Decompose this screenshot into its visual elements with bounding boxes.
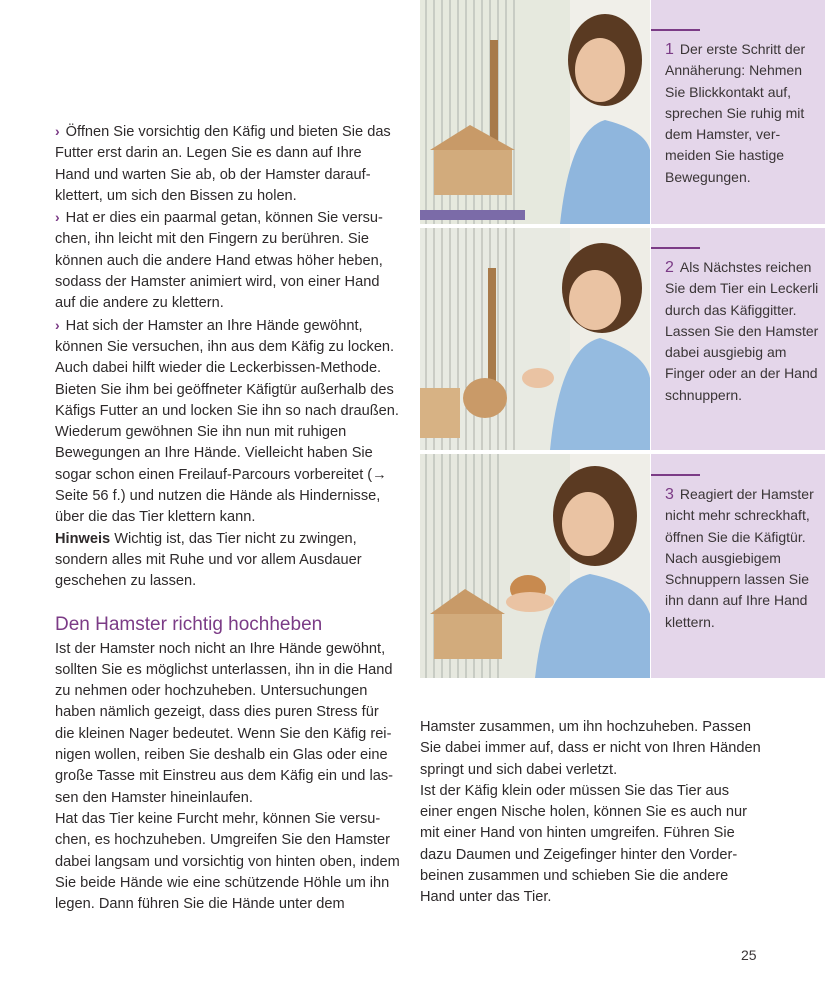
caption-box-2 — [651, 228, 825, 450]
caption-box-3 — [651, 454, 825, 678]
bullet-text: Hat sich der Hamster an Ihre Hände gewöhnt, können Sie versuchen, ihn aus dem Käfig zu locken. Auch dabei hilft wieder die Leckerbissen-Methode. Bieten Sie ihm bei geöffneter Käfigtür außerhalb des Käfigs Futter an und locken Sie ihn so nach draußen. Wiederum gewöhnen Sie ihn nun mit ruhigen Bewegungen an Ihre Hände. Vielleicht haben Sie sogar schon einen Freilauf-Parcours vorbereitet (→ Seite 56 f.) und nutzen die Hände als Hindernisse, über die das Tier klettern kann. — [55, 317, 399, 526]
caption-box-1 — [651, 0, 825, 224]
bullet-text: Öffnen Sie vorsichtig den Käfig und bieten Sie das Futter erst darin an. Legen Sie es dann auf Ihre Hand und warten Sie ab, ob der Hamster daraufklettert, um sich den Bissen zu holen. — [55, 124, 391, 204]
caption-rule — [651, 247, 700, 249]
bullet-item-3 — [55, 315, 400, 529]
caption-number: 2 — [665, 259, 674, 276]
caption-rule — [651, 474, 700, 476]
caption-text-block — [665, 39, 819, 188]
caption-number: 3 — [665, 486, 674, 503]
chevron-right-icon: › — [55, 123, 60, 139]
hinweis-note — [55, 529, 400, 593]
hinweis-text: Wichtig ist, das Tier nicht zu zwingen, sondern alles mit Ruhe und vor allem Ausdauer geschehen zu lassen. — [55, 530, 362, 590]
left-column — [55, 121, 400, 915]
caption-number: 1 — [665, 41, 674, 58]
caption-text-block — [665, 257, 819, 406]
body-paragraph: Ist der Hamster noch nicht an Ihre Hände gewöhnt, sollten Sie es möglichst unterlassen, ihn in die Hand zu nehmen oder hochzuheben. Untersuchungen haben nämlich gezeigt, dass dies puren Stress für die kleinen Nager bedeutet. Wenn Sie den Käfig reinigen wollen, reiben Sie deshalb ein Glas oder eine große Tasse mit Einstreu aus dem Käfig ein und lassen den Hamster hineinlaufen. — [55, 640, 394, 806]
body-paragraph: Hamster zusammen, um ihn hochzuheben. Passen Sie dabei immer auf, dass er nicht von Ihren Händen springt und sich dabei verletzt. — [420, 719, 761, 778]
chevron-right-icon: › — [55, 209, 60, 226]
photo-illustration — [420, 454, 650, 678]
photo-girl-at-cage-2 — [420, 228, 650, 450]
caption-text: Als Nächstes reichen Sie dem Tier ein Leckerli durch das Käfiggitter. Lassen Sie den Hamster dabei ausgiebig am Finger oder an der Hand schnuppern. — [665, 259, 819, 403]
bullet-item-2 — [55, 207, 400, 314]
photo-girl-holding-hamster — [420, 454, 650, 678]
body-paragraph: Hat das Tier keine Furcht mehr, können Sie versuchen, es hochzuheben. Umgreifen Sie den Hamster dabei langsam und vorsichtig von hinten oben, indem Sie beide Hände wie eine schützende Höhle um ihn legen. Dann führen Sie die Hände unter dem — [55, 810, 400, 913]
chevron-right-icon: › — [55, 316, 60, 333]
section-heading: Den Hamster richtig hochheben — [55, 613, 323, 635]
page-number: 25 — [741, 947, 757, 963]
bullet-item-1 — [55, 121, 400, 207]
bullet-text: Hat er dies ein paarmal getan, können Sie versuchen, ihn leicht mit den Fingern zu berühren. Sie können auch die andere Hand etwas höher heben, sodass der Hamster animiert wird, von einer Hand auf die andere zu klettern. — [55, 210, 383, 312]
caption-text: Der erste Schritt der Annäherung: Nehmen Sie Blickkontakt auf, sprechen Sie ruhig mit dem Hamster, vermeiden Sie hastige Bewegungen. — [665, 41, 806, 185]
body-paragraph: Ist der Käfig klein oder müssen Sie das Tier aus einer engen Nische holen, können Sie es auch nur mit einer Hand von hinten umgreifen. Führen Sie dazu Daumen und Zeigefinger hinter den Vorderbeinen zusammen und schieben Sie die andere Hand unter das Tier. — [420, 782, 747, 906]
caption-rule — [651, 29, 700, 31]
hinweis-label: Hinweis — [55, 530, 111, 547]
caption-text-block — [665, 484, 819, 633]
right-column-text — [420, 717, 765, 909]
photo-girl-at-cage-1 — [420, 0, 650, 224]
photo-illustration — [420, 228, 650, 450]
caption-text: Reagiert der Hamster nicht mehr schreckhaft, öffnen Sie die Käfigtür. Nach ausgiebigem Schnuppern lassen Sie ihn dann auf Ihre Hand klettern. — [665, 486, 814, 630]
photo-illustration — [420, 0, 650, 224]
